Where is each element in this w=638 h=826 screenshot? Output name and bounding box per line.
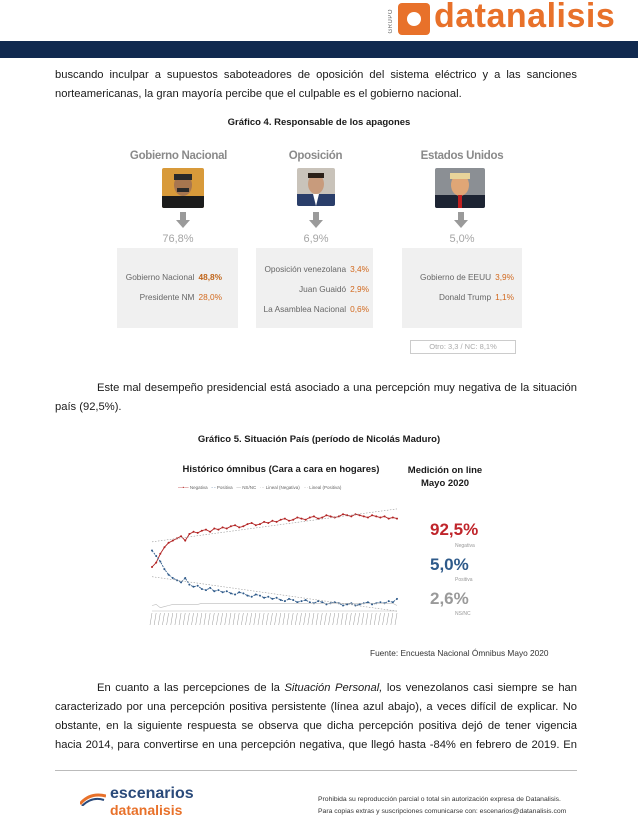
x-tick (345, 613, 347, 625)
data-point (259, 595, 261, 597)
data-point (342, 605, 344, 607)
chart4-row: Gobierno Nacional 48,8% (125, 272, 222, 282)
data-point (300, 600, 302, 602)
data-point (230, 525, 232, 527)
data-point (247, 595, 249, 597)
data-point (238, 591, 240, 593)
x-tick (237, 613, 239, 625)
data-point (367, 601, 369, 603)
legend-entry: NS/NC (242, 485, 257, 490)
data-point (209, 531, 211, 533)
data-point (371, 603, 373, 605)
data-point (151, 550, 153, 552)
trend-line (152, 509, 397, 542)
data-point (305, 519, 307, 521)
data-point (325, 603, 327, 605)
x-tick (246, 613, 248, 625)
chart4-total: 76,8% (162, 233, 194, 245)
online-value: 92,5% (430, 520, 479, 539)
footer-brand-datanalisis: datanalisis (110, 802, 183, 818)
data-point (288, 520, 290, 522)
chart4-row: Presidente NM 28,0% (139, 292, 222, 302)
data-point (284, 518, 286, 520)
x-tick (229, 613, 231, 625)
data-point (222, 591, 224, 593)
data-point (159, 553, 161, 555)
legend-entry: Positiva (216, 485, 233, 490)
data-point (159, 561, 161, 563)
chart5-legend: —•— Negativa - - Positiva — NS/NC ··· Lineal (Negativa) ··· Lineal (Positiva) (178, 485, 342, 490)
data-point (222, 526, 224, 528)
x-tick (221, 613, 223, 625)
x-tick (167, 613, 169, 625)
x-tick (266, 613, 268, 625)
chart4-col-title: Gobierno Nacional (129, 150, 228, 162)
escenarios-logo-icon (80, 792, 106, 806)
data-point (330, 515, 332, 517)
data-point (359, 603, 361, 605)
arrow-down-icon (176, 212, 190, 228)
data-point (217, 529, 219, 531)
series-line-positiva (152, 551, 397, 606)
data-point (205, 529, 207, 531)
data-point (180, 535, 182, 537)
data-point (188, 584, 190, 586)
data-point (276, 597, 278, 599)
x-tick (349, 613, 351, 625)
x-tick (212, 613, 214, 625)
data-point (234, 594, 236, 596)
footer-brand-escenarios: escenarios (110, 785, 194, 802)
data-point (168, 574, 170, 576)
data-point (155, 555, 157, 557)
x-tick (233, 613, 235, 625)
data-point (392, 517, 394, 519)
x-tick (341, 613, 343, 625)
x-tick (299, 613, 301, 625)
data-point (379, 517, 381, 519)
data-point (238, 526, 240, 528)
chart4-row: La Asamblea Nacional 0,6% (263, 304, 369, 314)
x-tick (358, 613, 360, 625)
x-tick (304, 613, 306, 625)
data-point (155, 562, 157, 564)
data-point (151, 566, 153, 568)
data-point (251, 522, 253, 524)
x-tick (179, 613, 181, 625)
data-point (255, 594, 257, 596)
legend-entry: Negativa (189, 485, 208, 490)
data-point (180, 581, 182, 583)
data-point (197, 532, 199, 534)
chart4-total: 6,9% (303, 233, 329, 245)
data-point (213, 590, 215, 592)
data-point (300, 518, 302, 520)
data-point (205, 589, 207, 591)
paragraph-line: En cuanto a las percepciones de la Situación Personal, los venezolanos casi siempre se han (97, 682, 577, 694)
data-point (184, 540, 186, 542)
data-point (263, 521, 265, 523)
data-point (234, 524, 236, 526)
data-point (242, 592, 244, 594)
x-tick (225, 613, 227, 625)
x-tick (254, 613, 256, 625)
chart4-row: Oposición venezolana 3,4% (264, 264, 369, 274)
chart5-left-title: Histórico ómnibus (Cara a cara en hogares) (182, 464, 380, 475)
data-point (325, 514, 327, 516)
legend-entry: Lineal (Negativa) (265, 485, 300, 490)
data-point (168, 542, 170, 544)
paragraph-line: norteamericanas, la gran mayoría percibe que el culpable es el gobierno nacional. (55, 88, 462, 100)
data-point (247, 523, 249, 525)
online-value: 5,0% (430, 555, 469, 574)
x-tick (333, 613, 335, 625)
data-point (271, 520, 273, 522)
paragraph-line: caracterizado por una percepción positiva persistente (línea azul abajo), a veces difícil de explicar. No (55, 701, 577, 713)
paragraph-line: país (92,5%). (55, 401, 122, 413)
data-point (197, 585, 199, 587)
data-point (350, 515, 352, 517)
x-tick (387, 613, 389, 625)
x-tick (329, 613, 331, 625)
x-tick (295, 613, 297, 625)
x-tick (316, 613, 318, 625)
footer-note: Prohibida su reproducción parcial o total sin autorización expresa de Datanalisis. (318, 796, 561, 803)
data-point (280, 599, 282, 601)
data-point (184, 577, 186, 579)
x-tick (154, 613, 156, 625)
online-label: Negativa (455, 543, 475, 549)
x-tick (192, 613, 194, 625)
data-point (271, 598, 273, 600)
x-tick (162, 613, 164, 625)
x-tick (208, 613, 210, 625)
arrow-down-icon (309, 212, 323, 228)
data-point (379, 601, 381, 603)
x-tick (287, 613, 289, 625)
chart5-caption: Gráfico 5. Situación País (período de Nicolás Maduro) (197, 434, 441, 445)
data-point (388, 600, 390, 602)
data-point (226, 590, 228, 592)
data-point (280, 519, 282, 521)
chart4-other-note: Otro: 3,3 / NC: 8,1% (410, 340, 516, 354)
paragraph-line: hacia 2014, para convertirse en una percepción negativa, que llegó hasta -84% en febrero de 2019. En (55, 739, 577, 751)
data-point (359, 514, 361, 516)
data-point (342, 513, 344, 515)
series-line-negativa (152, 514, 397, 567)
x-tick (187, 613, 189, 625)
x-tick (175, 613, 177, 625)
data-point (193, 586, 195, 588)
data-point (384, 515, 386, 517)
paragraph-line: Este mal desempeño presidencial está asociado a una percepción muy negativa de la situación (97, 382, 577, 394)
data-point (296, 601, 298, 603)
x-tick (370, 613, 372, 625)
trump-photo (435, 168, 485, 208)
x-tick (324, 613, 326, 625)
data-point (292, 599, 294, 601)
chart4-total: 5,0% (449, 233, 475, 245)
chart4-col-title: Oposición (288, 150, 343, 162)
guaido-photo (297, 168, 335, 206)
logo-vertical-text: GRUPO (388, 9, 394, 34)
paragraph-3 (55, 679, 577, 755)
x-tick (204, 613, 206, 625)
trend-line (152, 577, 397, 611)
x-tick (250, 613, 252, 625)
x-tick (171, 613, 173, 625)
chart4-caption: Gráfico 4. Responsable de los apagones (227, 117, 411, 128)
online-value: 2,6% (430, 589, 469, 608)
data-point (276, 521, 278, 523)
data-point (172, 577, 174, 579)
chart4-row: Juan Guaidó 2,9% (299, 284, 369, 294)
data-point (201, 588, 203, 590)
online-label: Positiva (455, 577, 473, 583)
x-tick (312, 613, 314, 625)
x-tick (216, 613, 218, 625)
x-tick (275, 613, 277, 625)
legend-entry: Lineal (Positiva) (309, 485, 342, 490)
paragraph-line: buscando inculpar a supuestos saboteadores de oposición del sistema eléctrico y a las sanciones (55, 69, 577, 81)
data-point (396, 598, 398, 600)
data-point (296, 517, 298, 519)
data-point (217, 589, 219, 591)
chart5-right-title: Medición on line Mayo 2020 (407, 465, 483, 489)
data-point (284, 600, 286, 602)
data-point (188, 533, 190, 535)
x-tick (320, 613, 322, 625)
data-point (226, 528, 228, 530)
data-point (305, 599, 307, 601)
data-point (288, 598, 290, 600)
x-tick (279, 613, 281, 625)
data-point (209, 587, 211, 589)
data-point (363, 515, 365, 517)
chart5-line-chart (148, 495, 403, 630)
data-point (292, 519, 294, 521)
chart4-box-oposicion (256, 248, 373, 328)
x-tick (183, 613, 185, 625)
logo-text: datanalisis (434, 0, 616, 35)
paragraph-line: obstante, en la siguiente respuesta se observa que dicha percepción positiva dejó de tener vigencia (55, 720, 577, 732)
data-point (251, 596, 253, 598)
data-point (163, 546, 165, 548)
x-tick (337, 613, 339, 625)
x-tick (374, 613, 376, 625)
data-point (388, 518, 390, 520)
data-point (163, 568, 165, 570)
data-point (263, 597, 265, 599)
data-point (259, 523, 261, 525)
x-tick (395, 613, 397, 625)
data-point (193, 531, 195, 533)
x-tick (196, 613, 198, 625)
data-point (346, 603, 348, 605)
data-point (201, 530, 203, 532)
x-tick (262, 613, 264, 625)
data-point (230, 592, 232, 594)
chart4-box-gobierno (117, 248, 238, 328)
online-label: NS/NC (455, 611, 471, 617)
datanalisis-logo (388, 0, 616, 39)
data-point (375, 515, 377, 517)
x-tick (258, 613, 260, 625)
chart5-source: Fuente: Encuesta Nacional Ómnibus Mayo 2020 (370, 648, 549, 658)
x-tick (150, 613, 152, 625)
logo-mark-icon (398, 3, 430, 35)
data-point (213, 528, 215, 530)
x-tick (366, 613, 368, 625)
chart4-box-eeuu (402, 248, 522, 328)
data-point (392, 601, 394, 603)
arrow-down-icon (454, 212, 468, 228)
data-point (313, 515, 315, 517)
footer-divider (55, 770, 577, 771)
x-tick (270, 613, 272, 625)
x-tick (291, 613, 293, 625)
data-point (172, 540, 174, 542)
x-tick (158, 613, 160, 625)
x-tick (308, 613, 310, 625)
data-point (267, 596, 269, 598)
x-tick (362, 613, 364, 625)
paragraph-1 (55, 66, 577, 104)
chart4-row: Gobierno de EEUU 3,9% (420, 272, 514, 282)
x-tick (200, 613, 202, 625)
data-point (309, 601, 311, 603)
x-tick (241, 613, 243, 625)
data-point (309, 517, 311, 519)
x-tick (391, 613, 393, 625)
data-point (371, 514, 373, 516)
data-point (242, 525, 244, 527)
data-point (267, 522, 269, 524)
paragraph-2 (55, 379, 577, 417)
chart4-col-title: Estados Unidos (420, 150, 504, 162)
header-band (0, 41, 638, 58)
footer-note: Para copias extras y suscripciones comunicarse con: escenarios@datanalisis.com (318, 808, 567, 815)
data-point (321, 601, 323, 603)
x-tick (353, 613, 355, 625)
x-tick (283, 613, 285, 625)
maduro-photo (162, 168, 204, 208)
data-point (321, 517, 323, 519)
data-point (396, 518, 398, 520)
x-tick (383, 613, 385, 625)
data-point (367, 517, 369, 519)
chart4-row: Donald Trump 1,1% (438, 292, 514, 302)
data-point (255, 524, 257, 526)
x-tick (378, 613, 380, 625)
